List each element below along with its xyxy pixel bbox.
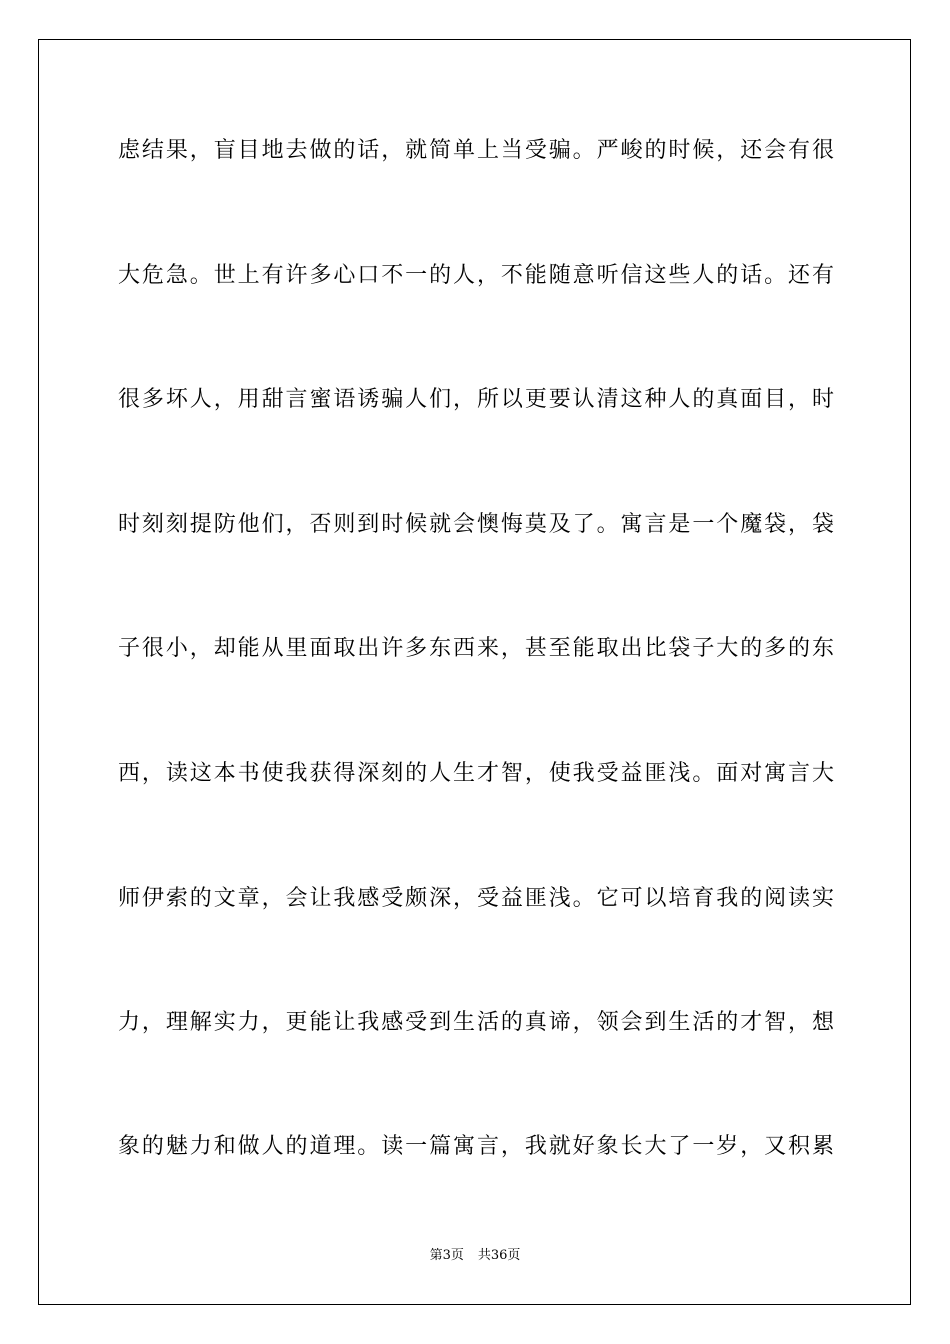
text-line-2: 大危急。世上有许多心口不一的人，不能随意听信这些人的话。还有 <box>118 263 834 288</box>
total-pages: 共36页 <box>477 1248 521 1263</box>
text-line-1: 虑结果，盲目地去做的话，就简单上当受骗。严峻的时候，还会有很 <box>118 138 834 163</box>
text-line-6: 西，读这本书使我获得深刻的人生才智，使我受益匪浅。面对寓言大 <box>118 761 834 786</box>
text-line-8: 力，理解实力，更能让我感受到生活的真谛，领会到生活的才智，想 <box>118 1010 834 1035</box>
page-border <box>38 39 911 1305</box>
text-line-4: 时刻刻提防他们，否则到时候就会懊悔莫及了。寓言是一个魔袋，袋 <box>118 512 834 537</box>
page-footer <box>0 1248 950 1264</box>
text-line-9: 象的魅力和做人的道理。读一篇寓言，我就好象长大了一岁，又积累 <box>118 1134 834 1159</box>
text-line-7: 师伊索的文章，会让我感受颇深，受益匪浅。它可以培育我的阅读实 <box>118 886 834 911</box>
text-line-3: 很多坏人，用甜言蜜语诱骗人们，所以更要认清这种人的真面目，时 <box>118 387 834 412</box>
text-line-5: 子很小，却能从里面取出许多东西来，甚至能取出比袋子大的多的东 <box>118 636 834 661</box>
page-number: 第3页 <box>429 1248 464 1263</box>
